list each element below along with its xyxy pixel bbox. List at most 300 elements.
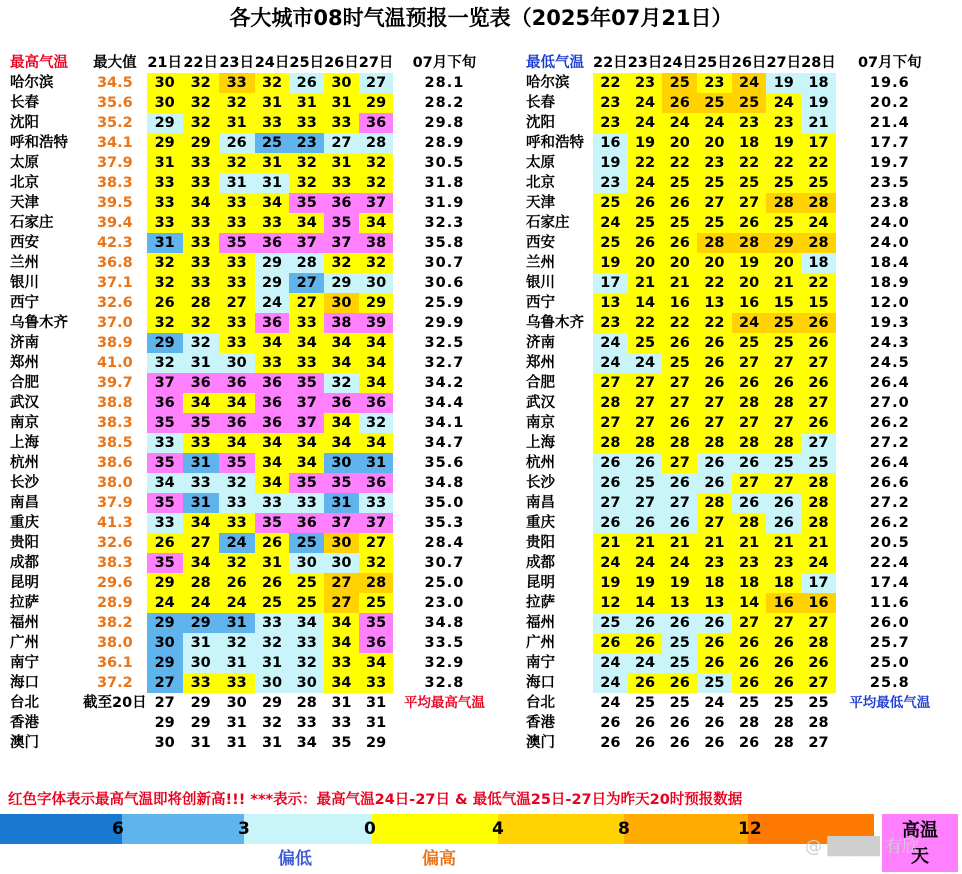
temp-cell: 25 [289, 533, 324, 553]
temp-cell: 19 [593, 153, 628, 173]
temp-cell: 30 [255, 673, 290, 693]
temp-cell: 31 [255, 653, 290, 673]
temp-cell: 26 [593, 473, 628, 493]
dekad-average: 34.8 [424, 475, 465, 491]
temp-cell: 27 [289, 273, 324, 293]
temp-cell: 32 [183, 113, 219, 133]
temp-cell: 28 [801, 233, 836, 253]
city-name: 武汉 [526, 395, 555, 411]
extra-note [83, 713, 147, 733]
temp-cell: 23 [732, 553, 767, 573]
legend-tick-8: 8 [618, 819, 630, 839]
temp-cell: 31 [255, 153, 290, 173]
temp-cell: 30 [324, 453, 359, 473]
temp-cell: 23 [766, 113, 801, 133]
temp-cell: 33 [183, 253, 219, 273]
temp-cell: 26 [732, 213, 767, 233]
temp-cell: 21 [766, 273, 801, 293]
legend-seg-hot [624, 814, 748, 844]
temp-cell: 26 [697, 653, 732, 673]
table-row [7, 553, 495, 573]
temp-cell: 25 [255, 593, 290, 613]
dekad-average: 32.5 [424, 335, 465, 351]
temp-cell: 24 [766, 93, 801, 113]
temp-cell: 28 [801, 633, 836, 653]
temp-cell: 30 [324, 293, 359, 313]
table-row [523, 93, 944, 113]
temp-cell: 24 [593, 213, 628, 233]
temp-cell: 21 [662, 273, 697, 293]
temp-cell: 22 [766, 153, 801, 173]
city-name: 长沙 [10, 475, 39, 491]
temp-cell: 20 [766, 253, 801, 273]
city-name: 台北 [526, 695, 555, 711]
table-row-extra [7, 693, 495, 713]
legend-seg-cold-strong [0, 814, 122, 844]
temp-cell: 32 [147, 253, 183, 273]
temp-cell: 19 [628, 133, 663, 153]
temp-cell: 28 [766, 433, 801, 453]
temp-cell: 29 [366, 735, 387, 751]
record-max: 39.7 [96, 375, 133, 391]
table-row [7, 513, 495, 533]
temp-cell: 22 [732, 153, 767, 173]
column-header: 21日 [147, 55, 183, 71]
temp-cell: 29 [183, 613, 219, 633]
city-name: 长春 [526, 95, 555, 111]
column-header: 26日 [324, 55, 359, 71]
temp-cell: 21 [593, 533, 628, 553]
temp-cell: 38 [324, 313, 359, 333]
city-name: 西安 [10, 235, 39, 251]
temp-cell: 18 [801, 73, 836, 93]
temp-cell: 34 [289, 333, 324, 353]
temp-cell: 35 [289, 193, 324, 213]
dekad-average: 30.7 [424, 255, 465, 271]
hot-label-line2: 天 [911, 846, 929, 867]
dekad-average: 29.8 [424, 115, 465, 131]
temp-cell: 36 [219, 413, 255, 433]
temp-cell: 29 [147, 113, 183, 133]
legend-seg-cold [122, 814, 244, 844]
temp-cell: 27 [732, 613, 767, 633]
record-max: 37.0 [96, 315, 133, 331]
temp-cell: 27 [697, 193, 732, 213]
column-header: 22日 [183, 55, 219, 71]
temp-cell: 33 [219, 493, 255, 513]
temp-cell: 27 [766, 413, 801, 433]
temp-cell: 26 [732, 493, 767, 513]
city-name: 福州 [10, 615, 39, 631]
city-name: 西宁 [526, 295, 555, 311]
temp-cell: 37 [359, 193, 394, 213]
temp-cell: 26 [147, 533, 183, 553]
temp-cell: 28 [773, 715, 794, 731]
temp-cell: 28 [808, 715, 829, 731]
temp-cell: 26 [669, 715, 690, 731]
table-row [523, 673, 944, 693]
city-name: 乌鲁木齐 [526, 315, 584, 331]
temp-cell: 36 [255, 393, 290, 413]
temp-cell: 33 [324, 113, 359, 133]
temp-cell: 23 [593, 313, 628, 333]
temp-cell: 37 [324, 233, 359, 253]
legend-seg-warm [372, 814, 498, 844]
temp-cell: 32 [183, 93, 219, 113]
temp-cell: 20 [662, 253, 697, 273]
dekad-average: 12.0 [869, 295, 910, 311]
temp-cell: 29 [147, 133, 183, 153]
temp-cell: 27 [801, 393, 836, 413]
temp-cell: 28 [732, 393, 767, 413]
temp-cell: 33 [147, 213, 183, 233]
column-header: 27日 [358, 55, 394, 71]
dekad-average: 28.1 [424, 75, 465, 91]
temp-cell: 34 [359, 653, 394, 673]
temp-cell: 30 [324, 533, 359, 553]
table-row [7, 433, 495, 453]
temp-cell: 28 [732, 233, 767, 253]
city-name: 拉萨 [526, 595, 555, 611]
temp-cell: 25 [732, 173, 767, 193]
temp-cell: 20 [662, 133, 697, 153]
temp-cell: 26 [697, 473, 732, 493]
temp-cell: 21 [662, 533, 697, 553]
temp-cell: 33 [147, 433, 183, 453]
temp-cell: 27 [324, 573, 359, 593]
temp-cell: 25 [766, 313, 801, 333]
table-row [7, 293, 495, 313]
temp-cell: 31 [183, 633, 219, 653]
table-row [523, 633, 944, 653]
temp-cell: 25 [662, 173, 697, 193]
max-temperature-table [7, 53, 495, 753]
column-header: 07月下旬 [836, 53, 944, 73]
temp-cell: 26 [732, 453, 767, 473]
temp-cell: 29 [147, 573, 183, 593]
temp-cell: 33 [289, 353, 324, 373]
temp-cell: 33 [289, 113, 324, 133]
column-header: 26日 [731, 55, 767, 71]
temp-cell: 22 [801, 153, 836, 173]
min-temperature-table [523, 53, 944, 753]
temp-cell: 25 [697, 173, 732, 193]
dekad-average: 29.9 [424, 315, 465, 331]
temp-cell: 32 [324, 253, 359, 273]
city-name: 兰州 [526, 255, 555, 271]
city-name: 呼和浩特 [526, 135, 584, 151]
temp-cell: 26 [628, 513, 663, 533]
column-header: 24日 [254, 55, 290, 71]
temp-cell: 22 [662, 313, 697, 333]
temp-cell: 19 [766, 133, 801, 153]
temp-cell: 33 [183, 473, 219, 493]
record-max: 28.9 [96, 595, 133, 611]
temp-cell: 31 [183, 493, 219, 513]
temp-cell: 36 [255, 373, 290, 393]
temp-cell: 24 [219, 533, 255, 553]
temp-cell: 32 [359, 253, 394, 273]
dekad-average: 18.4 [869, 255, 910, 271]
table-row [523, 553, 944, 573]
temp-cell: 27 [801, 673, 836, 693]
temp-cell: 27 [662, 493, 697, 513]
temp-cell: 26 [766, 493, 801, 513]
temp-cell: 29 [255, 253, 290, 273]
table-row [7, 493, 495, 513]
temp-cell: 33 [219, 673, 255, 693]
temp-cell: 29 [190, 715, 211, 731]
temp-cell: 30 [289, 553, 324, 573]
temp-cell: 22 [628, 153, 663, 173]
city-name: 杭州 [10, 455, 39, 471]
temp-cell: 26 [739, 735, 760, 751]
dekad-average: 17.7 [869, 135, 910, 151]
record-max: 32.6 [96, 295, 133, 311]
temp-cell: 22 [697, 313, 732, 333]
temp-cell: 27 [662, 393, 697, 413]
temp-cell: 28 [628, 433, 663, 453]
city-name: 天津 [10, 195, 39, 211]
temp-cell: 26 [801, 653, 836, 673]
city-name: 石家庄 [526, 215, 570, 231]
temp-cell: 35 [255, 513, 290, 533]
table-row-extra [523, 693, 944, 713]
extra-note [83, 733, 147, 753]
temp-cell: 31 [359, 453, 394, 473]
temp-cell: 25 [766, 173, 801, 193]
temp-cell: 36 [147, 393, 183, 413]
temp-cell: 26 [628, 453, 663, 473]
temp-cell: 28 [766, 193, 801, 213]
temp-cell: 35 [183, 413, 219, 433]
temp-cell: 21 [801, 113, 836, 133]
legend-tick-4: 4 [492, 819, 504, 839]
temp-cell: 23 [697, 153, 732, 173]
temp-cell: 33 [255, 113, 290, 133]
dekad-average: 32.8 [424, 675, 465, 691]
table-row [7, 333, 495, 353]
city-name: 南宁 [526, 655, 555, 671]
temp-cell: 18 [732, 133, 767, 153]
temp-cell: 26 [634, 735, 656, 751]
dekad-average: 25.0 [424, 575, 465, 591]
city-name: 合肥 [10, 375, 39, 391]
city-name: 昆明 [10, 575, 39, 591]
table-row [7, 233, 495, 253]
temp-cell: 26 [628, 673, 663, 693]
temp-cell: 31 [190, 735, 211, 751]
temp-cell: 30 [183, 653, 219, 673]
record-max: 37.1 [96, 275, 133, 291]
dekad-average: 32.3 [424, 215, 465, 231]
temp-cell: 24 [593, 553, 628, 573]
table-row [523, 373, 944, 393]
temp-cell: 34 [255, 453, 290, 473]
table-row [523, 173, 944, 193]
table-row [7, 273, 495, 293]
temp-cell: 25 [628, 473, 663, 493]
table-row-extra [7, 713, 495, 733]
temp-cell: 34 [183, 513, 219, 533]
temp-cell: 28 [359, 133, 394, 153]
temp-cell: 19 [593, 253, 628, 273]
temp-cell: 24 [801, 213, 836, 233]
temp-cell: 23 [766, 553, 801, 573]
temp-cell: 30 [324, 553, 359, 573]
record-max: 38.0 [96, 475, 133, 491]
temp-cell: 27 [593, 493, 628, 513]
temp-cell: 21 [628, 273, 663, 293]
temp-cell: 26 [219, 573, 255, 593]
temp-cell: 24 [147, 593, 183, 613]
temp-cell: 33 [289, 633, 324, 653]
temp-cell: 34 [147, 473, 183, 493]
temp-cell: 36 [324, 193, 359, 213]
temp-cell: 35 [147, 493, 183, 513]
temp-cell: 27 [766, 353, 801, 373]
temp-cell: 27 [766, 613, 801, 633]
city-name: 石家庄 [10, 215, 54, 231]
temp-cell: 35 [147, 553, 183, 573]
city-name: 南宁 [10, 655, 39, 671]
city-name: 武汉 [10, 395, 39, 411]
table-row [7, 373, 495, 393]
temp-cell: 36 [359, 393, 394, 413]
temp-cell: 24 [662, 113, 697, 133]
record-max: 38.9 [96, 335, 133, 351]
temp-cell: 21 [628, 533, 663, 553]
temp-cell: 25 [773, 695, 794, 711]
temp-cell: 31 [183, 353, 219, 373]
temp-cell: 28 [801, 493, 836, 513]
temp-cell: 26 [289, 73, 324, 93]
temp-cell: 19 [662, 573, 697, 593]
dekad-average: 32.9 [424, 655, 465, 671]
temp-cell: 35 [289, 373, 324, 393]
dekad-average: 22.4 [869, 555, 910, 571]
city-name: 天津 [526, 195, 555, 211]
city-name: 南京 [526, 415, 555, 431]
record-max: 41.3 [96, 515, 133, 531]
temp-cell: 30 [324, 73, 359, 93]
dekad-average: 19.3 [869, 315, 910, 331]
temp-cell: 27 [662, 453, 697, 473]
temp-cell: 31 [226, 715, 247, 731]
temp-cell: 25 [662, 213, 697, 233]
temp-cell: 28 [697, 233, 732, 253]
temp-cell: 33 [147, 193, 183, 213]
temp-cell: 34 [183, 393, 219, 413]
temp-cell: 26 [697, 633, 732, 653]
temp-cell: 32 [147, 273, 183, 293]
table-row [523, 193, 944, 213]
temp-cell: 24 [704, 695, 725, 711]
table-row-extra [523, 733, 944, 753]
temp-cell: 27 [732, 413, 767, 433]
legend-tick-0: 0 [364, 819, 376, 839]
page-title: 各大城市08时气温预报一览表（2025年07月21日） [229, 6, 733, 30]
table-row [523, 293, 944, 313]
table-row [7, 573, 495, 593]
temp-cell: 39 [359, 313, 394, 333]
dekad-average: 25.0 [869, 655, 910, 671]
temp-cell: 29 [147, 653, 183, 673]
dekad-average: 34.7 [424, 435, 465, 451]
temp-cell: 26 [697, 373, 732, 393]
temp-cell: 26 [593, 633, 628, 653]
temp-cell: 24 [732, 313, 767, 333]
temp-cell: 17 [801, 133, 836, 153]
temp-cell: 22 [801, 273, 836, 293]
temp-cell: 19 [801, 93, 836, 113]
dekad-average: 28.9 [424, 135, 465, 151]
temp-cell: 36 [219, 373, 255, 393]
record-max: 37.9 [96, 495, 133, 511]
record-max: 38.5 [96, 435, 133, 451]
dekad-average: 19.7 [869, 155, 910, 171]
temp-cell: 26 [662, 233, 697, 253]
temp-cell: 36 [255, 413, 290, 433]
temp-cell: 27 [732, 193, 767, 213]
dekad-average: 35.3 [424, 515, 465, 531]
table-row [7, 593, 495, 613]
temp-cell: 26 [697, 613, 732, 633]
record-max: 35.6 [96, 95, 133, 111]
temp-cell: 28 [289, 253, 324, 273]
dekad-average: 31.8 [424, 175, 465, 191]
record-max: 38.3 [96, 175, 133, 191]
temp-cell: 33 [183, 433, 219, 453]
temp-cell: 36 [183, 373, 219, 393]
temp-cell: 26 [662, 93, 697, 113]
temp-cell: 34 [324, 413, 359, 433]
table-row [7, 533, 495, 553]
temp-cell: 27 [324, 593, 359, 613]
temp-cell: 32 [183, 73, 219, 93]
temp-cell: 25 [766, 213, 801, 233]
temp-cell: 26 [732, 673, 767, 693]
city-name: 沈阳 [10, 115, 39, 131]
temp-cell: 34 [324, 633, 359, 653]
average-label [393, 733, 495, 753]
record-max: 36.1 [96, 655, 133, 671]
city-name: 哈尔滨 [10, 75, 54, 91]
temp-cell: 26 [662, 473, 697, 493]
temp-cell: 24 [628, 173, 663, 193]
temp-cell: 25 [255, 133, 290, 153]
city-name: 北京 [10, 175, 39, 191]
column-header: 27日 [766, 55, 802, 71]
record-max: 37.2 [96, 675, 133, 691]
dekad-average: 26.4 [869, 375, 910, 391]
record-max: 34.5 [96, 75, 133, 91]
temp-cell: 25 [662, 633, 697, 653]
legend-tick-6: 6 [112, 819, 124, 839]
table-row [7, 633, 495, 653]
temp-cell: 19 [628, 573, 663, 593]
temp-cell: 31 [226, 735, 247, 751]
table-row [7, 113, 495, 133]
temp-cell: 33 [289, 493, 324, 513]
dekad-average: 25.8 [869, 675, 910, 691]
footnote: 红色字体表示最高气温即将创新高!!! ***表示：最高气温24日-27日 & 最低气温25日-27日为昨天20时预报数据 [8, 792, 743, 808]
temp-cell: 24 [219, 593, 255, 613]
temp-cell: 25 [593, 613, 628, 633]
temp-cell: 31 [147, 153, 183, 173]
table-row-extra [7, 733, 495, 753]
temp-cell: 27 [289, 293, 324, 313]
